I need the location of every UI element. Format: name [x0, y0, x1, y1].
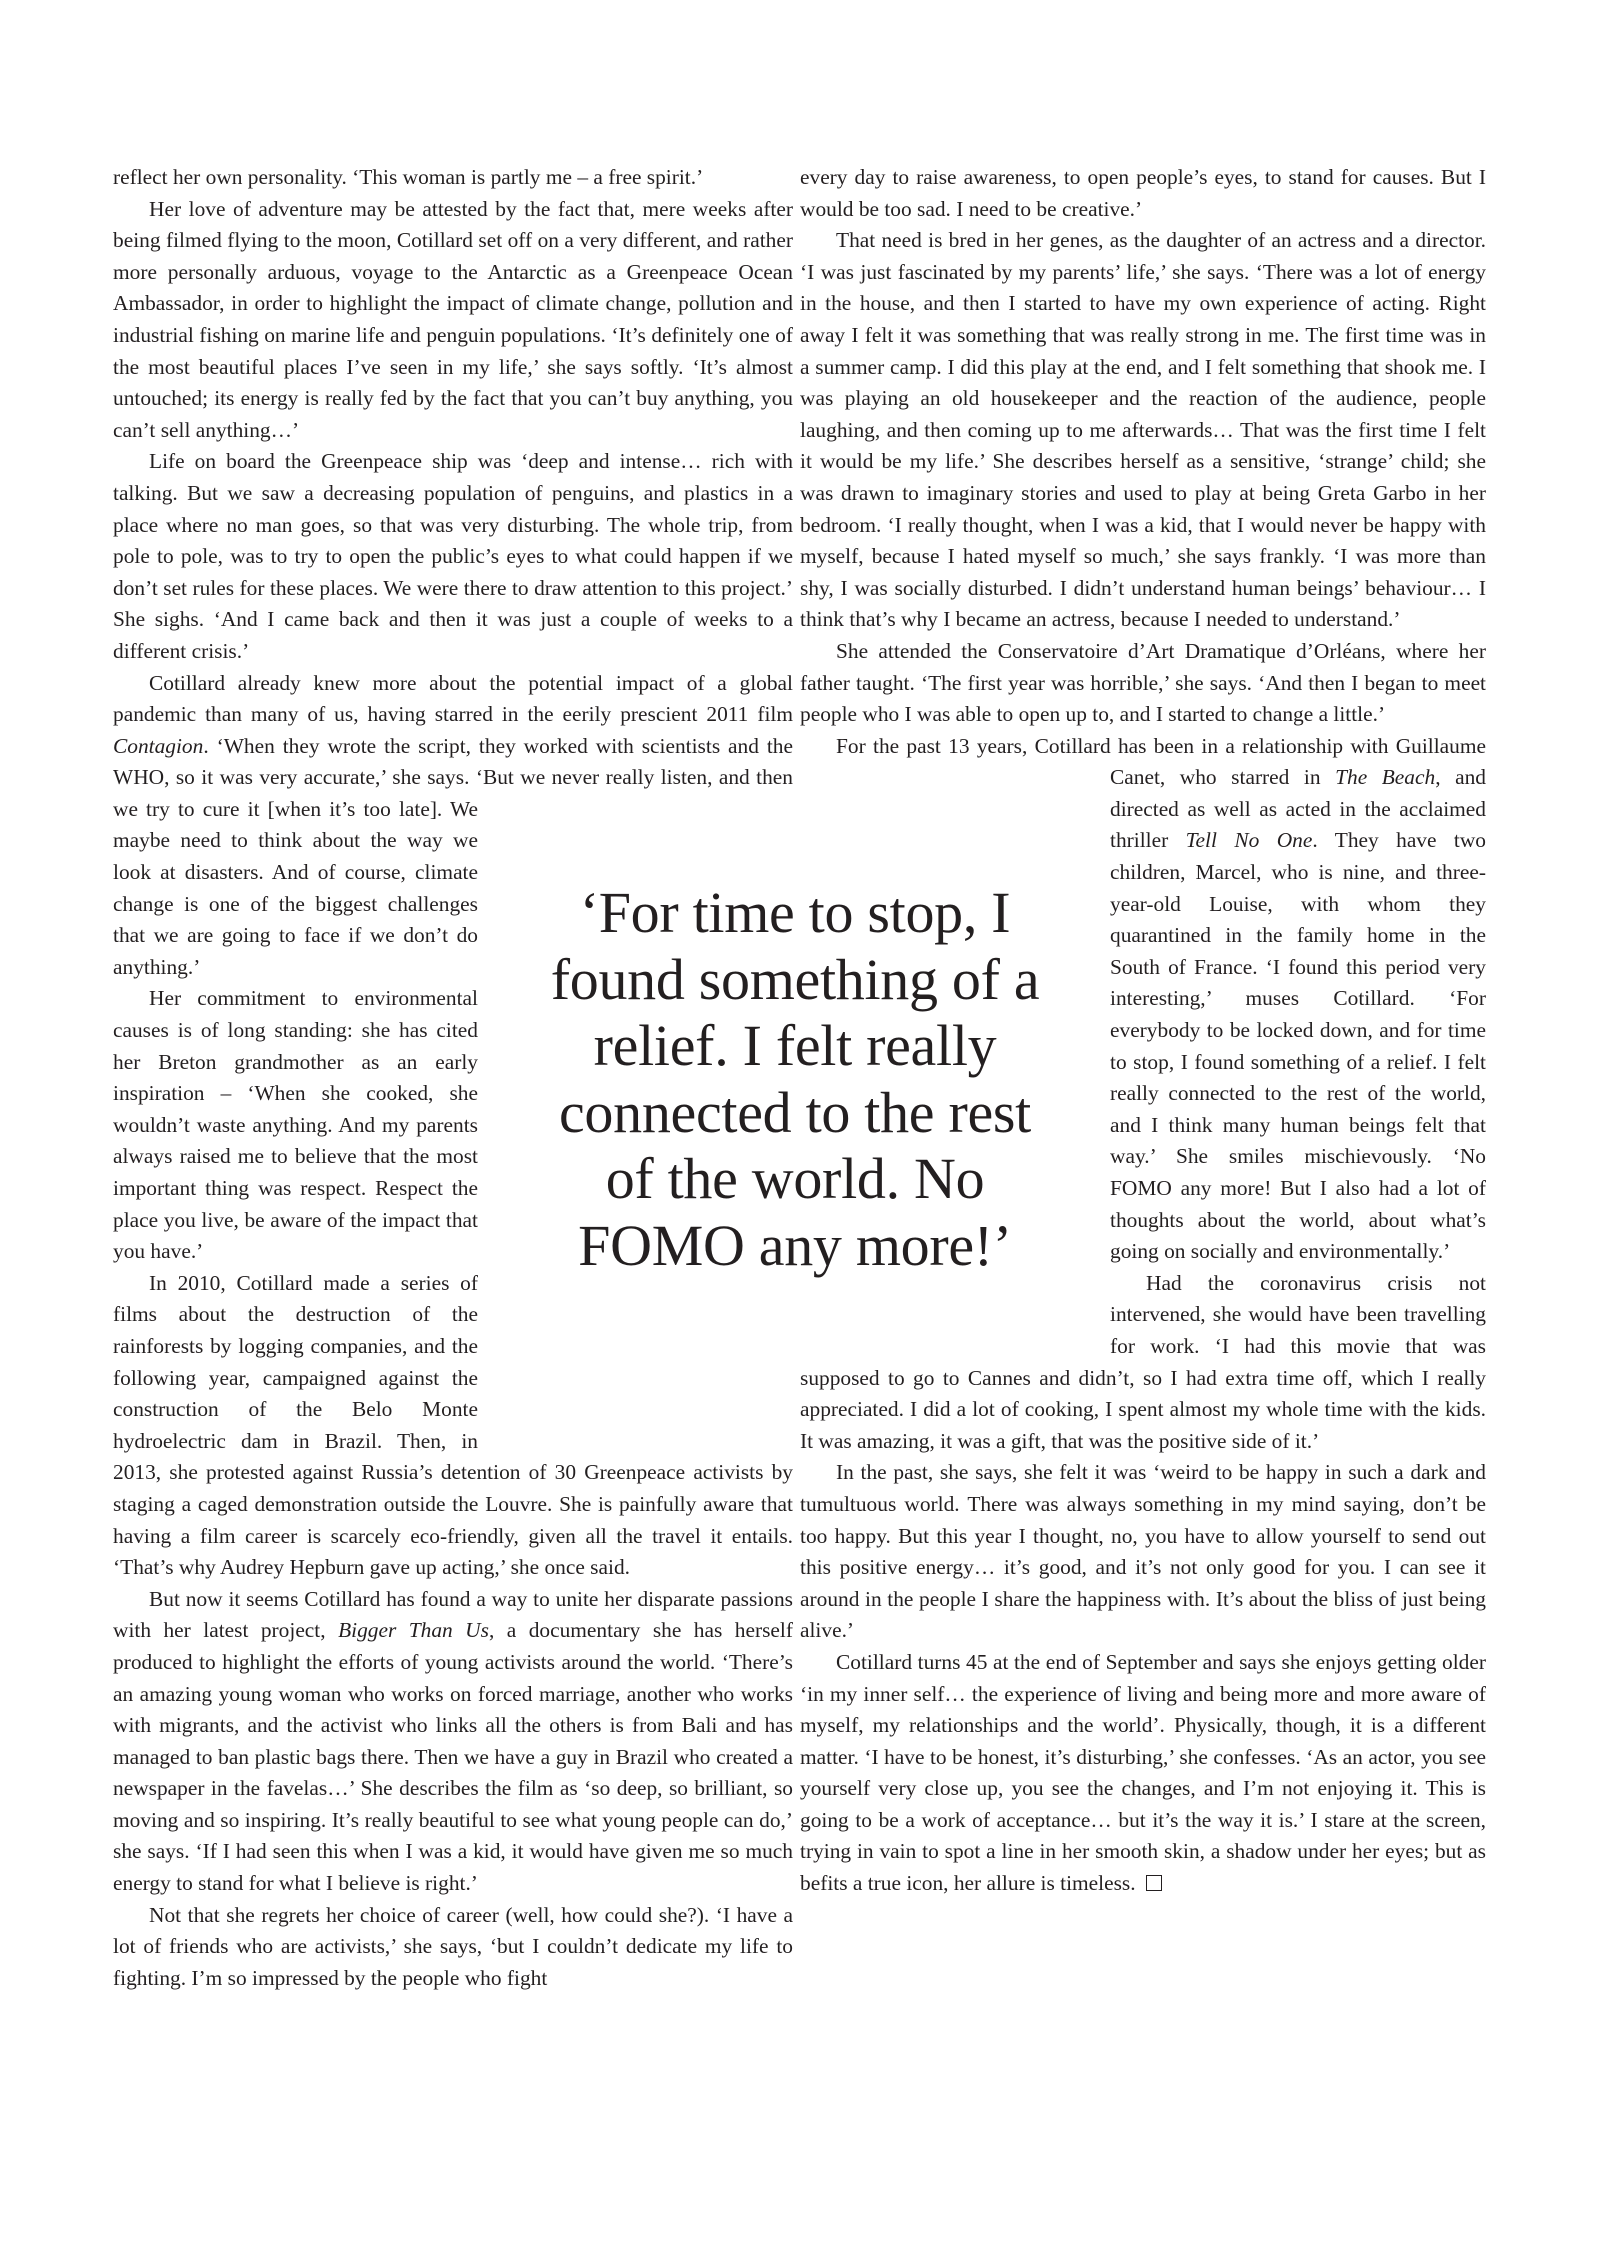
paragraph: In 2010, Cotillard made a series of films about the destruction of the rainforests by logging companies, and the following year, campaigned against the construction of the Belo Monte hydroelectric dam in Brazil. Then, in 2013, she protested against Russia’s detention of 30 Greenpeace activists by staging a caged demonstration outside the Louvre. She is painfully aware that having a film career is scarcely eco-friendly, given all the travel it entails. ‘That’s why Audrey Hepburn gave up acting,’ she once said. [113, 1270, 793, 1580]
paragraph: Not that she regrets her choice of career (well, how could she?). ‘I have a lot of friends who are activists,’ she says, ‘but I couldn’t dedicate my life to fighting. I’m so impressed by the people who fight [113, 1902, 793, 1990]
paragraph: reflect her own personality. ‘This woman is partly me – a free spirit.’ [113, 165, 704, 189]
text-run: Cotillard turns 45 at the end of September and says she enjoys getting older ‘in my inner self… the experience of living and being more and more aware of myself, my relationships and the world’. Physically, though, it is a different matter. ‘I have to be honest, it’s disturbing,’ she confesses. ‘As an actor, you see yourself very close up, you see the changes, and I’m not enjoying it. This is going to be a work of acceptance… but it’s the way it is.’ I stare at the screen, trying in vain to spot a line in her smooth skin, a shadow under her eyes; but as befits a true icon, her allure is timeless. [800, 1649, 1486, 1896]
paragraph [113, 1584, 793, 1900]
text-run: , a documentary she has herself produced to highlight the efforts of young activists around the world. ‘There’s an amazing young woman who works on forced marriage, another who works with migrants, and the activist who links all the others is from Bali and has managed to ban plastic bags there. Then we have a guy in Brazil who created a newspaper in the favelas…’ She describes the film as ‘so deep, so brilliant, so moving and so inspiring. It’s really beautiful to see what young people can do,’ she says. ‘If I had seen this when I was a kid, it would have given me so much energy to stand for what I believe is right.’ [113, 1618, 793, 1896]
text-run: , and directed as well as acted in the acclaimed thriller [1110, 765, 1486, 853]
paragraph: That need is bred in her genes, as the daughter of an actress and a director. ‘I was just fascinated by my parents’ life,’ she says. ‘There was a lot of energy in the house, and then I started to have my own experience of acting. Right away I felt it was something that was really strong in me. The first time was in a summer camp. I did this play at the end, and I felt something that shook me. I was playing an old housekeeper and the reaction of the audience, people laughing, and then coming up to me afterwards… That was the first time I felt it would be my life.’ She describes herself as a sensitive, ‘strange’ child; she was drawn to imaginary stories and used to play at being Greta Garbo in her bedroom. ‘I really thought, when I was a kid, that I would never be happy with myself, because I hated myself so much,’ she says frankly. ‘I was more than shy, I was socially disturbed. I didn’t understand human beings’ behaviour… I think that’s why I became an actress, because I needed to understand.’ [800, 228, 1486, 632]
paragraph: Life on board the Greenpeace ship was ‘deep and intense… rich with talking. But we saw a decreasing population of penguins, and plastics in a place where no man goes, so that was very disturbing. The whole trip, from pole to pole, was to try to open the public’s eyes to what could happen if we don’t set rules for these places. We were there to draw attention to this project.’ She sighs. ‘And I came back and then it was just a couple of weeks to a different crisis.’ [113, 449, 793, 663]
film-title: Tell No One [1185, 828, 1313, 853]
text-run: Cotillard already knew more about the potential impact of a global pandemic than many of us, having starred in the eerily prescient 2011 film [113, 670, 793, 727]
text-run: . ‘When they wrote the script, they worked with scientists and the WHO, so it was very accurate,’ she says. ‘But we never really listen, and then we try to cure it [when it’s too late]. We maybe need to think about the way we look at disasters. And of course, climate change is one of the biggest challenges that we are going to face if we don’t do anything.’ [113, 733, 793, 979]
film-title: The Beach [1335, 765, 1436, 790]
text-run: . They have two children, Marcel, who is nine, and three-year-old Louise, with whom they quarantined in the family home in the South of France. ‘I found this period very interesting,’ muses Cotillard. ‘For everybody to be locked down, and for time to stop, I found something of a relief. I felt really connected to the rest of the world, and I think many human beings felt that way.’ She smiles mischievously. ‘No FOMO any more! But I also had a lot of thoughts about the world, about what’s going on socially and environmentally.’ [1110, 828, 1486, 1264]
paragraph: Her love of adventure may be attested by the fact that, mere weeks after being filmed flying to the moon, Cotillard set off on a very different, and rather more personally arduous, voyage to the Antarctic as a Greenpeace Ocean Ambassador, in order to highlight the impact of climate change, pollution and industrial fishing on marine life and penguin populations. ‘It’s definitely one of the most beautiful places I’ve seen in my life,’ she says softly. ‘It’s almost untouched; its energy is really fed by the fact that you can’t buy anything, you can’t sell anything…’ [113, 196, 793, 442]
film-title: Contagion [113, 733, 204, 758]
paragraph: Her commitment to environmental causes is of long standing: she has cited her Breton grandmother as an early inspiration – ‘When she cooked, she wouldn’t waste anything. And my parents always raised me to believe that the most important thing was respect. Respect the place you live, be aware of the impact that you have.’ [113, 986, 478, 1264]
film-title: Bigger Than Us [338, 1618, 489, 1643]
text-run: But now it seems Cotillard has found a way to unite her disparate passions with her latest project, [113, 1586, 793, 1643]
end-square-icon [1146, 1875, 1162, 1891]
paragraph: In the past, she says, she felt it was ‘weird to be happy in such a dark and tumultuous world. There was always something in my mind saying, don’t be too happy. But this year I thought, no, you have to allow yourself to send out this positive energy… it’s good, and it’s not only good for you. I can see it around in the people I share the happiness with. It’s about the bliss of just being alive.’ [800, 1460, 1486, 1643]
pull-quote: ‘For time to stop, I found something of a relief. I felt really connected to the rest of the world. No FOMO any more!’ [550, 880, 1040, 1278]
paragraph: Had the coronavirus crisis not intervened, she would have been travelling for work. ‘I had this movie that was supposed to go to Cannes and didn’t, so I had extra time off, which I really appreciated. I did a lot of cooking, I spent almost my whole time with the kids. It was amazing, it was a gift, that was the positive side of it.’ [800, 1270, 1486, 1453]
paragraph: She attended the Conservatoire d’Art Dramatique d’Orléans, where her father taught. ‘The first year was horrible,’ she says. ‘And then I began to meet people who I was able to open up to, and I started to change a little.’ [800, 638, 1486, 727]
paragraph: every day to raise awareness, to open people’s eyes, to stand for causes. But I would be too sad. I need to be creative.’ [800, 165, 1486, 221]
paragraph [800, 1647, 1486, 1900]
text-run: For the past 13 years, Cotillard has been in a relationship with Guillaume Canet, who starred in [836, 733, 1486, 790]
